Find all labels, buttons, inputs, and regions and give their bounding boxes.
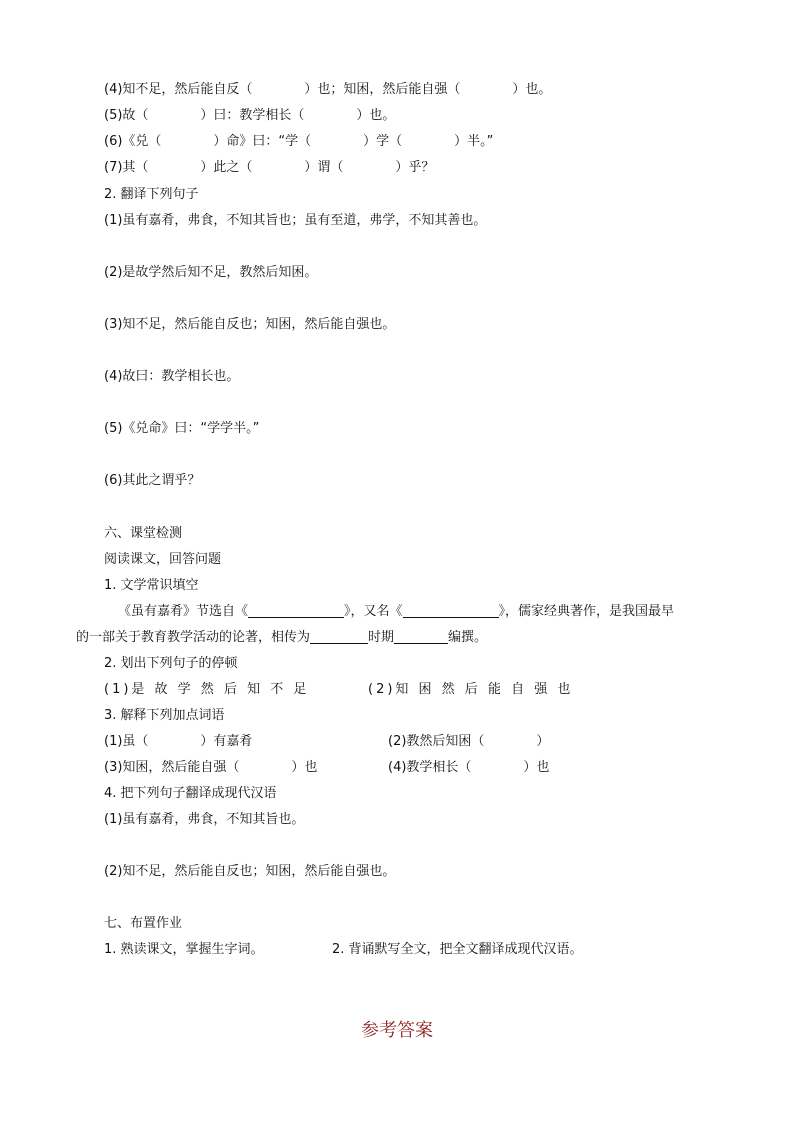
blank-compiler[interactable]: [394, 629, 448, 644]
q4-title: 4. 把下列句子翻译成现代汉语: [104, 786, 277, 801]
fill-item-6: (6)《兑（ ）命》曰：“学（ ）学（ ）半。”: [104, 134, 494, 149]
section-heading-homework: 七、布置作业: [104, 916, 183, 931]
translate-heading: 2. 翻译下列句子: [104, 187, 199, 202]
q1-text-b: 》，又名《: [344, 604, 403, 619]
q1-text-d: 的一部关于教育教学活动的论著，相传为: [76, 630, 311, 645]
q1-line-2: [76, 629, 487, 647]
q3-item-4: (4)教学相长（ ）也: [388, 760, 550, 775]
q4-item-1: (1)虽有嘉肴，弗食，不知其旨也。: [104, 812, 305, 827]
answer-key-title: 参考答案: [361, 1020, 433, 1041]
section-heading-check: 六、课堂检测: [104, 526, 183, 541]
q4-item-2: (2)知不足，然后能自反也；知困，然后能自强也。: [104, 864, 396, 879]
translate-item-2: (2)是故学然后知不足，教然后知困。: [104, 265, 318, 280]
q3-item-1: (1)虽（ ）有嘉肴: [104, 734, 253, 749]
fill-item-4: (4)知不足，然后能自反（ ）也；知困，然后能自强（ ）也。: [104, 82, 552, 97]
translate-item-6: (6)其此之谓乎？: [104, 473, 201, 488]
translate-item-4: (4)故曰：教学相长也。: [104, 369, 240, 384]
homework-item-2: 2. 背诵默写全文，把全文翻译成现代汉语。: [332, 942, 583, 957]
q2-item-2: (2)知 困 然 后 能 自 强 也: [368, 682, 574, 697]
fill-item-5: (5)故（ ）曰：教学相长（ ）也。: [104, 108, 396, 123]
q1-text-f: 编撰。: [448, 630, 488, 645]
blank-source-book[interactable]: [248, 603, 344, 618]
q2-item-1: (1)是 故 学 然 后 知 不 足: [104, 682, 310, 697]
q1-text-a: 《虽有嘉肴》节选自《: [118, 604, 249, 619]
q1-text-c: 》，儒家经典著作，是我国最早: [498, 604, 675, 619]
q1-text-e: 时期: [368, 630, 395, 645]
q1-line-1: [118, 603, 674, 621]
q3-item-3: (3)知困，然后能自强（ ）也: [104, 760, 318, 775]
q3-item-2: (2)教然后知困（ ）: [388, 734, 550, 749]
q1-title: 1. 文学常识填空: [104, 578, 199, 593]
q2-title: 2. 划出下列句子的停顿: [104, 656, 238, 671]
q3-title: 3. 解释下列加点词语: [104, 708, 225, 723]
blank-period[interactable]: [310, 629, 368, 644]
translate-item-1: (1)虽有嘉肴，弗食，不知其旨也；虽有至道，弗学，不知其善也。: [104, 213, 487, 228]
homework-item-1: 1. 熟读课文，掌握生字词。: [104, 942, 264, 957]
translate-item-5: (5)《兑命》曰：“学学半。”: [104, 421, 260, 436]
translate-item-3: (3)知不足，然后能自反也；知困，然后能自强也。: [104, 317, 396, 332]
check-subheading: 阅读课文，回答问题: [104, 552, 222, 567]
blank-alt-name[interactable]: [403, 603, 499, 618]
fill-item-7: (7)其（ ）此之（ ）谓（ ）乎？: [104, 160, 435, 175]
